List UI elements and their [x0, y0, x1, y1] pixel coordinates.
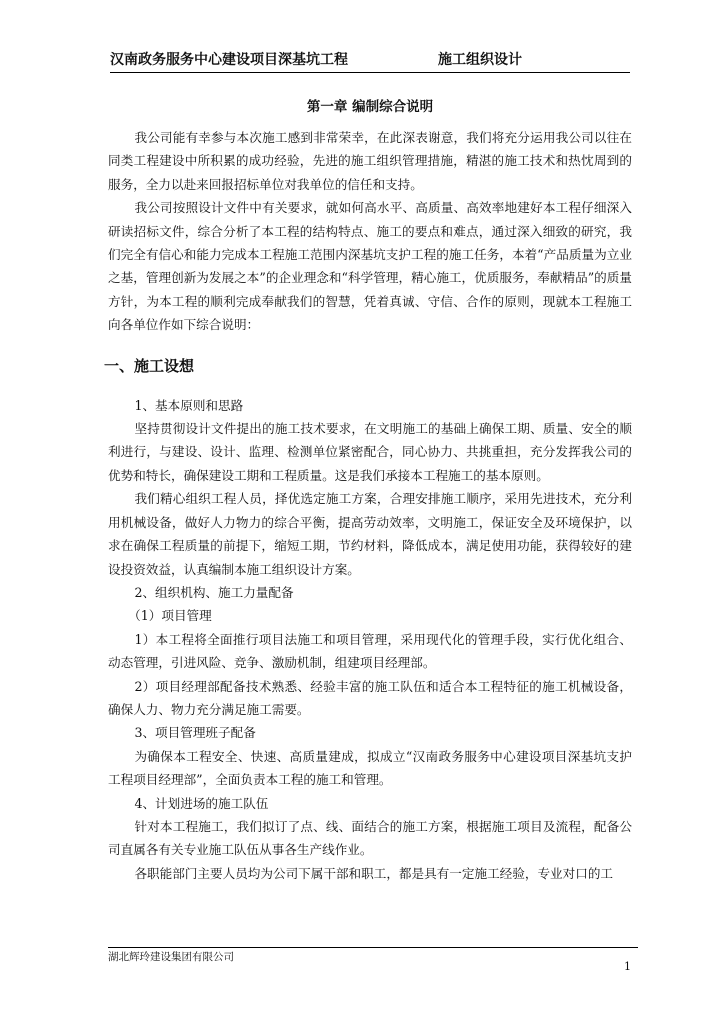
principles-paragraph-1: 坚持贯彻设计文件提出的施工技术要求，在文明施工的基础上确保工期、质量、安全的顺利进行，与建设、设计、监理、检测单位紧密配合，同心协力、共挑重担，充分发挥我公司的优势和特长，确保建设工期和工程质量。这是我们承接本工程施工的基本原则。 [108, 421, 632, 483]
page-number: 1 [624, 960, 631, 973]
principles-paragraph-2: 我们精心组织工程人员，择优选定施工方案，合理安排施工顺序，采用先进技术，充分利用机械设备，做好人力物力的综合平衡，提高劳动效率，文明施工，保证安全及环境保护，以求在确保工程质量的前提下，缩短工期，节约材料，降低成本，满足使用功能，获得较好的建设投资效益，认真编制本施工组织设计方案。 [108, 491, 632, 577]
chapter-title: 第一章 编制综合说明 [306, 99, 434, 115]
page-body [104, 96, 632, 885]
footer-company-name: 湖北辉玲建设集团有限公司 [108, 951, 234, 963]
intro-paragraph-1: 我公司能有幸参与本次施工感到非常荣幸，在此深表谢意，我们将充分运用我公司以往在同类工程建设中所积累的成功经验，先进的施工组织管理措施，精湛的施工技术和热忱周到的服务，全力以赴来回报招标单位对我单位的信任和支持。 [108, 130, 632, 192]
section-title-construction-concept: 一、施工设想 [104, 356, 195, 375]
team-paragraph: 为确保本工程安全、快速、高质量建成，拟成立“汉南政务服务中心建设项目深基坑支护工程项目经理部”，全面负责本工程的施工和管理。 [108, 748, 632, 788]
header-doc-type: 施工组织设计 [438, 52, 522, 68]
subsection-title-organization: 2、组织机构、施工力量配备 [134, 584, 294, 600]
footer-divider [108, 947, 638, 948]
teams-paragraph-1: 针对本工程施工，我们拟订了点、线、面结合的施工方案，根据施工项目及流程，配备公司直属各有关专业施工队伍从事各生产线作业。 [108, 818, 632, 858]
item-title-project-management: （1）项目管理 [128, 608, 212, 624]
intro-paragraph-2: 我公司按照设计文件中有关要求，就如何高水平、高质量、高效率地建好本工程仔细深入研读招标文件，综合分析了本工程的结构特点、施工的要点和难点，通过深入细致的研究，我们完全有信心和能力完成本工程施工范围内深基坑支护工程的施工任务，本着“产品质量为立业之基，管理创新为发展之本”的企业理念和“科学管理，精心施工，优质服务，奉献精品”的质量方针，为本工程的顺利完成奉献我们的智慧，凭着真诚、守信、合作的原则，现就本工程施工向各单位作如下综合说明： [108, 200, 632, 333]
header-project-title: 汉南政务服务中心建设项目深基坑工程 [110, 52, 348, 68]
subsection-title-basic-principles: 1、基本原则和思路 [134, 397, 244, 413]
management-paragraph-1: 1）本工程将全面推行项目法施工和项目管理，采用现代化的管理手段，实行优化组合、动态管理，引进风险、竞争、激励机制，组建项目经理部。 [108, 631, 632, 671]
subsection-title-construction-teams: 4、计划进场的施工队伍 [134, 795, 269, 811]
page-header [110, 50, 630, 73]
subsection-title-management-team: 3、项目管理班子配备 [134, 725, 256, 741]
management-paragraph-2: 2）项目经理部配备技术熟悉、经验丰富的施工队伍和适合本工程特征的施工机械设备，确保人力、物力充分满足施工需要。 [108, 678, 632, 717]
teams-paragraph-2: 各职能部门主要人员均为公司下属干部和职工，都是具有一定施工经验，专业对口的工 [134, 865, 614, 881]
